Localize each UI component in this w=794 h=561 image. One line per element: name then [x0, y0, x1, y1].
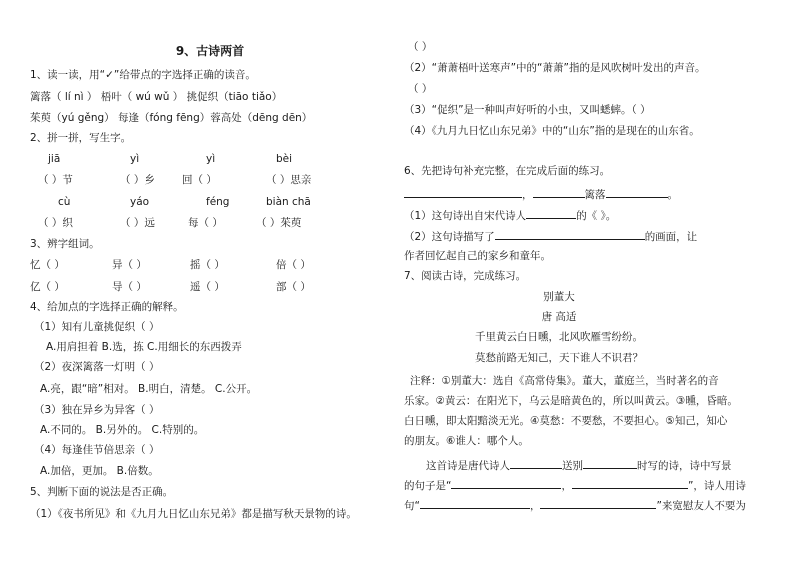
q4-question: （1）知有儿童挑促织（ ）: [34, 321, 160, 333]
fill-blank[interactable]: [583, 457, 637, 469]
q2-blank[interactable]: （ ）节: [38, 174, 73, 186]
q4-question: （2）夜深篱落一灯明（ ）: [34, 361, 160, 373]
poem-title: 别董大: [543, 291, 575, 303]
q2-blank[interactable]: （ ）乡: [120, 174, 155, 186]
fill-blank[interactable]: [404, 186, 522, 198]
q2-blank[interactable]: （ ）茱萸: [256, 217, 302, 229]
judge-item-4: （4）《九月九日忆山东兄弟》中的“山东”指的是现在的山东省。: [404, 125, 700, 137]
q4-heading: 4、给加点的字选择正确的解释。: [30, 301, 184, 313]
q7-text: ，: [529, 500, 541, 512]
q3-blank[interactable]: 倍（ ）: [276, 259, 311, 271]
q5-heading: 5、判断下面的说法是否正确。: [30, 486, 174, 498]
fill-blank[interactable]: [533, 186, 585, 198]
q7-text: ”，诗人用诗: [687, 480, 746, 492]
q5-item-1: （1）《夜书所见》和《九月九日忆山东兄弟》都是描写秋天景物的诗。: [30, 508, 357, 520]
q3-blank[interactable]: 部（ ）: [276, 281, 311, 293]
q1-line-2: 茱萸（yú gěng） 每逢（fóng fēng）蓉高处（dēng dēn）: [30, 112, 313, 124]
q7-text: ，: [561, 480, 572, 492]
poem-author: 唐 高适: [541, 311, 577, 323]
q3-blank[interactable]: 遥（ ）: [190, 281, 225, 293]
q4-options: A.不同的。 B.另外的。 C.特别的。: [40, 424, 205, 436]
fill-blank[interactable]: [540, 497, 656, 509]
punctuation: ，: [522, 189, 533, 201]
q7-text: ”来宽慰友人不要为: [656, 500, 746, 512]
judge-item-2: （2）“萧萧梧叶送寒声”中的“萧萧”指的是风吹树叶发出的声音。: [404, 62, 706, 74]
q7-para-line-2: [404, 477, 746, 493]
q7-para-line-1: [426, 457, 732, 473]
fill-given-word: 篱落: [584, 189, 606, 201]
q2-pinyin: féng: [206, 196, 230, 208]
q7-text: 送别: [562, 460, 583, 472]
fill-blank[interactable]: [420, 497, 530, 509]
page-title: 9、古诗两首: [175, 44, 245, 58]
q7-heading: 7、阅读古诗，完成练习。: [404, 270, 527, 282]
fill-blank[interactable]: [572, 477, 688, 489]
q2-pinyin: yáo: [130, 196, 150, 208]
q6-sub-2-text: 的画面，让: [644, 231, 698, 243]
fill-blank[interactable]: [510, 457, 562, 469]
note-line-3: 白日曛，即太阳黯淡无光。④莫愁：不要愁，不要担心。⑤知己，知心: [404, 415, 728, 427]
q3-blank[interactable]: 导（ ）: [112, 281, 147, 293]
note-line-1: 注释：①别董大：选自《高常侍集》。董大，董庭兰，当时著名的音: [410, 375, 719, 387]
poem-line-1: 千里黄云白日曛，北风吹雁雪纷纷。: [475, 331, 643, 343]
q2-pinyin: cù: [58, 196, 71, 208]
q2-pinyin: yì: [206, 153, 216, 165]
fill-blank[interactable]: [495, 228, 645, 240]
poem-line-2: 莫愁前路无知己，天下谁人不识君？: [475, 352, 643, 364]
q3-blank[interactable]: 异（ ）: [112, 259, 147, 271]
q1-line-1: 篱落（ lí nì ） 梧叶（ wú wǔ ） 挑促织（tiāo tiǎo）: [30, 91, 283, 103]
q3-blank[interactable]: 忆（ ）: [30, 259, 65, 271]
judge-answer-blank[interactable]: （ ）: [408, 83, 433, 95]
q3-heading: 3、辨字组词。: [30, 238, 100, 250]
judge-answer-blank[interactable]: （ ）: [408, 41, 433, 53]
q4-options: A.加倍，更加。 B.倍数。: [40, 465, 159, 477]
q2-blank[interactable]: 回（ ）: [182, 174, 217, 186]
note-line-4: 的朋友。⑥谁人：哪个人。: [404, 435, 529, 447]
q1-heading: 1、读一读，用“✓”给带点的字选择正确的读音。: [30, 69, 256, 81]
q3-blank[interactable]: 亿（ ）: [30, 281, 65, 293]
q4-question: （4）每逢佳节倍思亲（ ）: [34, 444, 160, 456]
q6-heading: 6、先把诗句补充完整，在完成后面的练习。: [404, 165, 611, 177]
q6-sub-1-text: （1）这句诗出自宋代诗人: [404, 210, 527, 222]
q2-pinyin: biàn chā: [266, 196, 311, 208]
q2-blank[interactable]: （ ）织: [38, 217, 73, 229]
q6-sub-2-text: （2）这句诗描写了: [404, 231, 495, 243]
q6-sub-1: [404, 207, 616, 223]
q6-sub-2: [404, 228, 697, 244]
q2-pinyin: yì: [130, 153, 140, 165]
fill-blank[interactable]: [526, 207, 576, 219]
q6-sub-2-cont: 作者回忆起自己的家乡和童年。: [404, 250, 551, 262]
q7-text: 这首诗是唐代诗人: [426, 460, 510, 472]
q6-fill-line: [404, 186, 678, 202]
q2-heading: 2、拼一拼，写生字。: [30, 132, 132, 144]
q7-text: 的句子是“: [404, 480, 452, 492]
q2-blank[interactable]: （ ）思亲: [266, 174, 312, 186]
q2-blank[interactable]: 每（ ）: [188, 217, 223, 229]
q4-question: （3）独在异乡为异客（ ）: [34, 404, 160, 416]
q6-sub-1-text: 的《 》。: [576, 210, 617, 222]
q4-options: A.用肩担着 B.选，拣 C.用细长的东西拨弄: [46, 341, 242, 353]
q2-blank[interactable]: （ ）远: [120, 217, 155, 229]
q3-blank[interactable]: 摇（ ）: [190, 259, 225, 271]
q7-para-line-3: [404, 497, 746, 513]
punctuation: 。: [667, 189, 678, 201]
fill-blank[interactable]: [606, 186, 668, 198]
q7-text: 句“: [404, 500, 420, 512]
q2-pinyin: bèi: [276, 153, 293, 165]
q2-pinyin: jiā: [48, 153, 61, 165]
q4-options: A.亮，跟“暗”相对。 B.明白，清楚。 C.公开。: [40, 383, 258, 395]
fill-blank[interactable]: [451, 477, 561, 489]
note-line-2: 乐家。②黄云：在阳光下，乌云是暗黄色的，所以叫黄云。③曛，昏暗。: [404, 395, 738, 407]
q7-text: 时写的诗，诗中写景: [637, 460, 732, 472]
judge-item-3: （3）“促织”是一种叫声好听的小虫，又叫蟋蟀。（ ）: [404, 104, 651, 116]
